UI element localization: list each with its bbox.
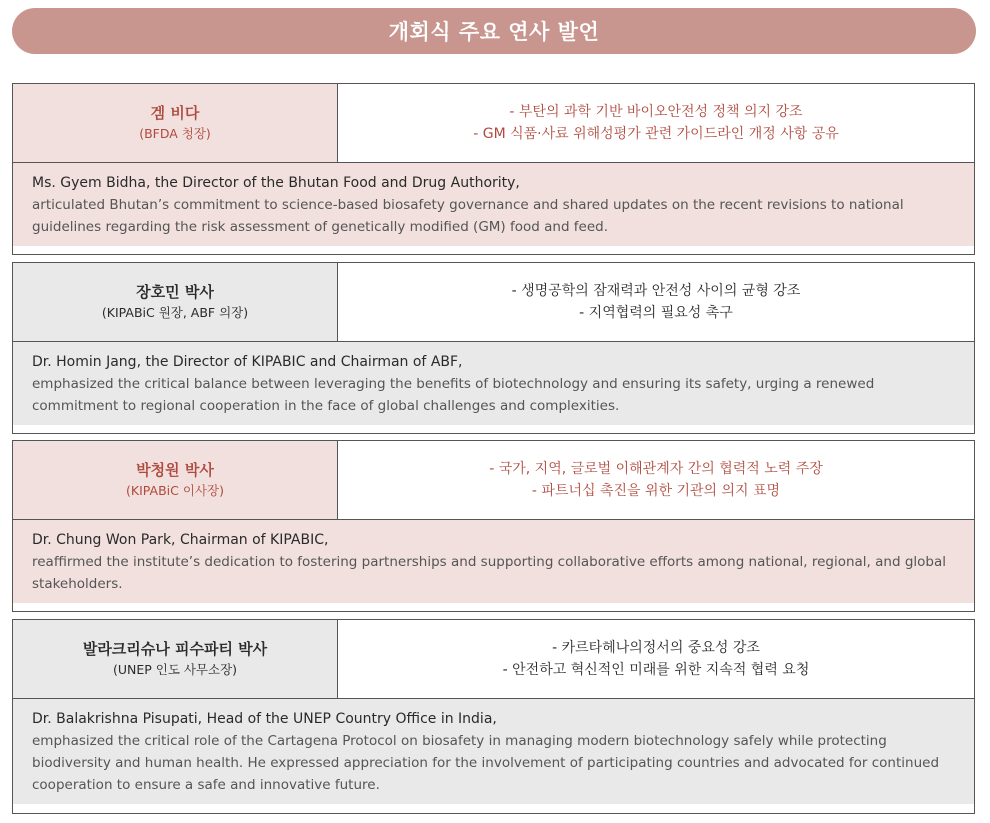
speaker-english-summary (13, 699, 974, 804)
speaker-name-cell (13, 84, 338, 162)
speaker-block-balakrishna-pisupati (12, 619, 975, 814)
speaker-header-row (13, 263, 974, 342)
speaker-english-summary (13, 342, 974, 425)
summary-heading: Dr. Homin Jang, the Director of KIPABIC and Chairman of ABF, (32, 354, 463, 370)
speaker-header-row (13, 620, 974, 699)
speaker-block-chung-won-park (12, 440, 975, 612)
summary-heading: Dr. Balakrishna Pisupati, Head of the UNEP Country Office in India, (32, 711, 497, 727)
speaker-header-row (13, 84, 974, 163)
speaker-role: (BFDA 청장) (139, 126, 211, 141)
page-title: 개회식 주요 연사 발언 (388, 20, 600, 44)
speaker-role: (KIPABiC 이사장) (126, 483, 224, 498)
summary-body: emphasized the critical role of the Cartagena Protocol on biosafety in managing modern biotechnology safely while protecting biodiversity and human health. He expressed appreciation for the involvement of participating countries and advocated for continued cooperation to ensure a safe and innovative future. (32, 733, 940, 793)
speaker-key-points (338, 84, 974, 162)
key-point: - 부탄의 과학 기반 바이오안전성 정책 의지 강조 (509, 104, 803, 120)
summary-body: reaffirmed the institute’s dedication to fostering partnerships and supporting collaborative efforts among national, regional, and global stakeholders. (32, 554, 947, 592)
speaker-role: (KIPABiC 원장, ABF 의장) (101, 305, 249, 320)
speaker-block-homin-jang (12, 262, 975, 434)
speaker-key-points (338, 620, 974, 698)
key-point: - 카르타헤나의정서의 중요성 강조 (552, 640, 760, 656)
summary-heading: Dr. Chung Won Park, Chairman of KIPABIC, (32, 532, 329, 548)
speaker-name: 겜 비다 (150, 104, 200, 122)
key-point: - GM 식품·사료 위해성평가 관련 가이드라인 개정 사항 공유 (473, 126, 839, 142)
key-point: - 국가, 지역, 글로벌 이해관계자 간의 협력적 노력 주장 (489, 461, 823, 477)
page-title-banner (12, 8, 976, 54)
speaker-header-row (13, 441, 974, 520)
key-point: - 안전하고 혁신적인 미래를 위한 지속적 협력 요청 (502, 662, 810, 678)
summary-heading: Ms. Gyem Bidha, the Director of the Bhutan Food and Drug Authority, (32, 175, 520, 191)
key-point: - 생명공학의 잠재력과 안전성 사이의 균형 강조 (511, 283, 801, 299)
speaker-key-points (338, 441, 974, 519)
speaker-role: (UNEP 인도 사무소장) (112, 662, 238, 677)
summary-body: articulated Bhutan’s commitment to science-based biosafety governance and shared updates on the recent revisions to national guidelines regarding the risk assessment of genetically modified (GM) food and feed. (32, 197, 904, 235)
speaker-name-cell (13, 441, 338, 519)
speaker-name: 장호민 박사 (136, 283, 214, 301)
speaker-english-summary (13, 520, 974, 603)
summary-body: emphasized the critical balance between leveraging the benefits of biotechnology and ensuring its safety, urging a renewed commitment to regional cooperation in the face of global challenges and complexities. (32, 376, 875, 414)
key-point: - 파트너십 촉진을 위한 기관의 의지 표명 (531, 483, 781, 499)
speaker-name: 박청원 박사 (136, 461, 214, 479)
key-point: - 지역협력의 필요성 촉구 (579, 305, 733, 321)
speaker-name-cell (13, 620, 338, 698)
speaker-block-gyem-bidha (12, 83, 975, 255)
speaker-name-cell (13, 263, 338, 341)
speaker-name: 발라크리슈나 피수파티 박사 (82, 640, 268, 658)
speaker-english-summary (13, 163, 974, 246)
speaker-key-points (338, 263, 974, 341)
